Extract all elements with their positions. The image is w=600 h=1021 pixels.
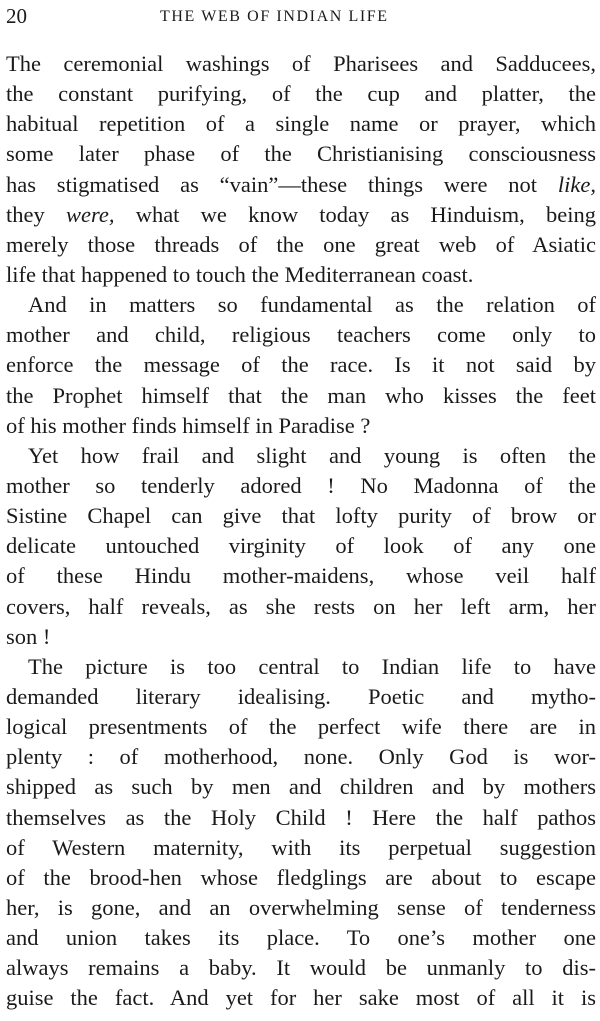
text-line: delicate untouched virginity of look of any one [6, 533, 596, 559]
text-line: the constant purifying, of the cup and platter, the [6, 81, 596, 107]
text-line: Sistine Chapel can give that lofty purity of brow or [6, 503, 596, 529]
text-line: covers, half reveals, as she rests on her left arm, her [6, 593, 596, 619]
text-segment: what we know today as Hinduism, being [114, 201, 596, 227]
text-line: of Western maternity, with its perpetual suggestion [6, 834, 596, 860]
page-header [0, 0, 600, 40]
text-line: her, is gone, and an overwhelming sense of tenderness [6, 894, 596, 920]
text-line: always remains a baby. It would be unmanly to dis- [6, 955, 596, 981]
italic-word: like, [557, 171, 596, 197]
text-line: enforce the message of the race. Is it not said by [6, 352, 596, 378]
text-line: mother and child, religious teachers come only to [6, 322, 596, 348]
text-line: mother so tenderly adored ! No Madonna of the [6, 472, 596, 498]
text-line: some later phase of the Christianising consciousness [6, 141, 596, 167]
page-number: 20 [6, 4, 27, 28]
text-line: shipped as such by men and children and by mothers [6, 774, 596, 800]
text-line: of the brood-hen whose fledglings are about to escape [6, 864, 596, 890]
text-line: of his mother finds himself in Paradise ? [6, 412, 371, 438]
running-head: THE WEB OF INDIAN LIFE [160, 8, 389, 25]
text-line [6, 170, 596, 200]
text-line: merely those threads of the one great web of Asiatic [6, 231, 596, 257]
text-line: son ! [6, 623, 51, 649]
text-line [6, 200, 596, 230]
text-line: plenty : of motherhood, none. Only God is wor- [6, 744, 596, 770]
text-line: guise the fact. And yet for her sake most of all it is [6, 985, 596, 1011]
text-line: of these Hindu mother-maidens, whose veil half [6, 563, 596, 589]
text-line: The ceremonial washings of Pharisees and Sadducees, [6, 51, 596, 76]
text-line: logical presentments of the perfect wife there are in [6, 714, 596, 740]
text-line: the Prophet himself that the man who kisses the feet [6, 382, 596, 408]
text-line: And in matters so fundamental as the relation of [28, 292, 596, 318]
text-line: habitual repetition of a single name or prayer, which [6, 111, 596, 137]
text-line: demanded literary idealising. Poetic and mytho- [6, 683, 596, 709]
text-line: themselves as the Holy Child ! Here the half pathos [6, 804, 596, 830]
text-line: and union takes its place. To one’s mother one [6, 925, 596, 951]
text-segment: has stigmatised as “vain”—these things were not [6, 171, 558, 197]
italic-word: were, [65, 201, 115, 227]
body-text [6, 49, 596, 1014]
text-segment: they [6, 201, 66, 227]
text-line: life that happened to touch the Mediterranean coast. [6, 261, 474, 287]
text-line: Yet how frail and slight and young is often the [28, 442, 596, 468]
text-line: The picture is too central to Indian life to have [28, 653, 596, 679]
